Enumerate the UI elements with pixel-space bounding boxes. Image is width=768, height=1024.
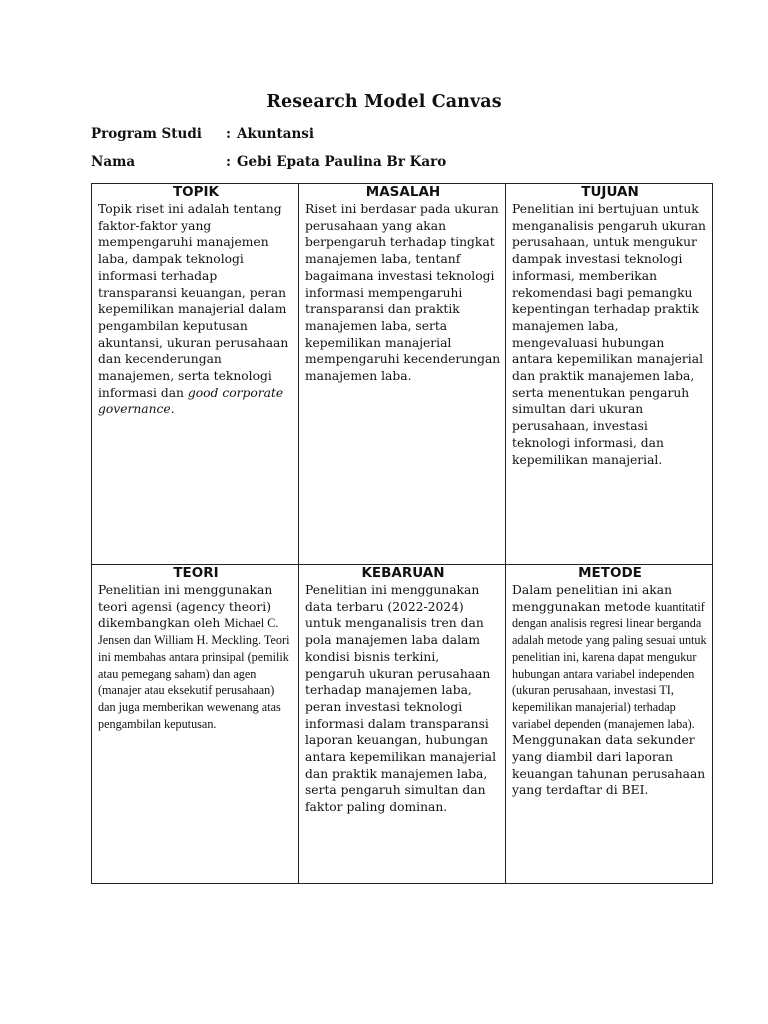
document-title: Research Model Canvas	[266, 92, 502, 112]
cell-masalah	[299, 184, 506, 565]
masalah-text: Riset ini berdasar pada ukuran perusahaan yang akan berpengaruh terhadap tingkat manajemen laba, tentanf bagaimana investasi teknologi informasi mempengaruhi transparansi dan praktik manajemen laba, serta kepemilikan manajerial mempengaruhi kecenderungan manajemen laba.	[305, 202, 501, 384]
metode-text	[512, 582, 708, 799]
cell-metode	[506, 565, 713, 884]
research-canvas-table	[91, 183, 713, 884]
program-studi-value: Akuntansi	[237, 126, 314, 142]
nama-value: Gebi Epata Paulina Br Karo	[237, 154, 447, 170]
topik-heading: TOPIK	[172, 184, 220, 200]
cell-topik	[92, 184, 299, 565]
metode-text-c: Menggunakan data sekunder yang diambil dari laporan keuangan tahunan perusahaan yang terdaftar di BEI.	[512, 733, 706, 798]
cell-teori	[92, 565, 299, 884]
program-studi-label: Program Studi	[91, 126, 202, 142]
nama-label: Nama	[91, 154, 136, 170]
metode-text-a: Dalam penelitian ini akan menggunakan metode	[512, 583, 672, 614]
topik-text	[98, 201, 294, 418]
program-studi-separator: :	[226, 126, 231, 142]
cell-kebaruan	[299, 565, 506, 884]
kebaruan-text: Penelitian ini menggunakan data terbaru (2022-2024) untuk menganalisis tren dan pola manajemen laba dalam kondisi bisnis terkini, pengaruh ukuran perusahaan terhadap manajemen laba, peran investasi teknologi informasi dalam transparansi laporan keuangan, hubungan antara kepemilikan manajerial dan praktik manajemen laba, serta pengaruh simultan dan faktor paling dominan.	[305, 583, 496, 815]
teori-text-a: Penelitian ini menggunakan teori agensi (agency theori) dikembangkan oleh	[98, 583, 273, 631]
teori-text	[98, 582, 294, 732]
metode-text-b: kuantitatif dengan analisis regresi linear berganda adalah metode yang paling sesuai untuk penelitian ini, karena dapat mengukur hubungan antara variabel independen (ukuran perusahaan, investasi TI, kepemilikan manajerial) terhadap variabel dependen (manajemen laba).	[512, 599, 707, 731]
canvas-row-2	[92, 565, 713, 884]
teori-text-b: Michael C. Jensen dan William H. Meckling. Teori ini membahas antara prinsipal (pemilik atau pemegang saham) dan agen (manajer atau eksekutif perusahaan) dan juga memberikan wewenang atas pengambilan keputusan.	[98, 616, 290, 731]
topik-text-main: Topik riset ini adalah tentang faktor-faktor yang mempengaruhi manajemen laba, dampak teknologi informasi terhadap transparansi keuangan, peran kepemilikan manajerial dalam pengambilan keputusan akuntansi, ukuran perusahaan dan kecenderungan manajemen, serta teknologi informasi dan	[98, 202, 289, 400]
nama-separator: :	[226, 154, 231, 170]
canvas-row-1	[92, 184, 713, 565]
tujuan-heading: TUJUAN	[581, 184, 639, 200]
topik-text-end: .	[170, 402, 175, 417]
teori-heading: TEORI	[173, 565, 219, 581]
metode-heading: METODE	[578, 565, 642, 581]
tujuan-text: Penelitian ini bertujuan untuk menganalisis pengaruh ukuran perusahaan, untuk mengukur dampak investasi teknologi informasi, memberikan rekomendasi bagi pemangku kepentingan terhadap praktik manajemen laba, mengevaluasi hubungan antara kepemilikan manajerial dan praktik manajemen laba, serta menentukan pengaruh simultan dari ukuran perusahaan, investasi teknologi informasi, dan kepemilikan manajerial.	[512, 202, 706, 467]
topik-text-italic: good corporate governance	[98, 385, 284, 417]
kebaruan-heading: KEBARUAN	[361, 565, 445, 581]
cell-tujuan	[506, 184, 713, 565]
masalah-heading: MASALAH	[365, 184, 441, 200]
